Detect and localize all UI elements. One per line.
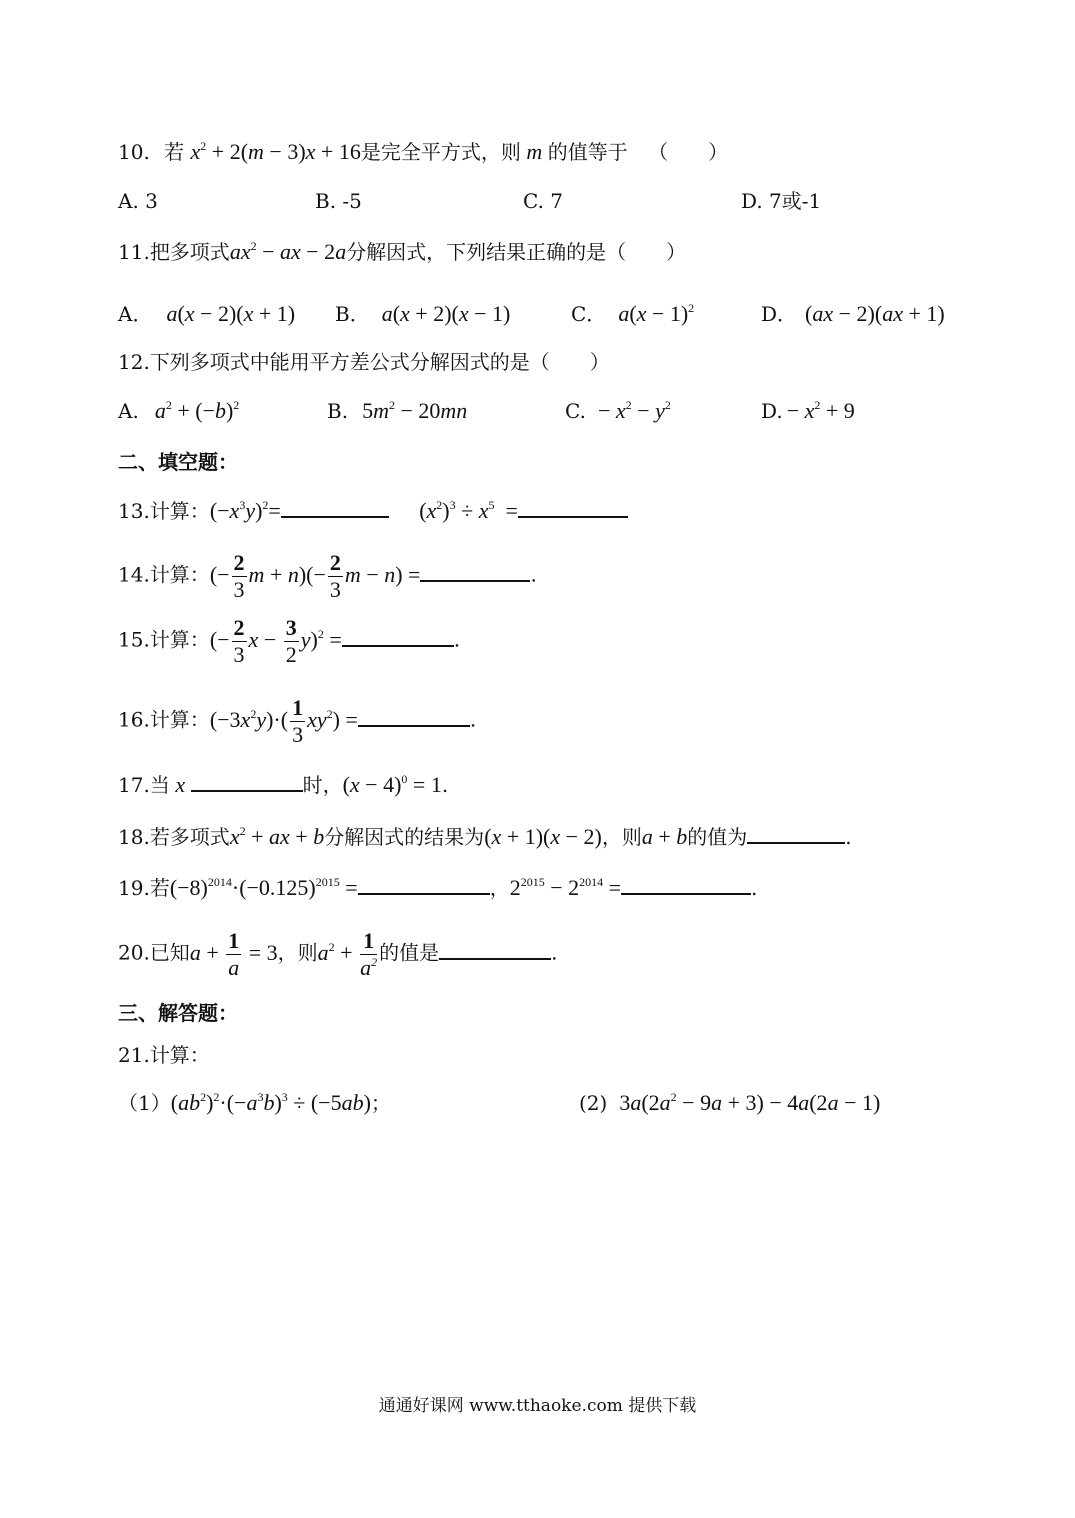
question-21-part-2: (2) $3a(2a^2 - 9a + 3) - 4a(2a - 1)$: [579, 1090, 881, 1115]
answer-blank[interactable]: [342, 625, 454, 647]
question-14: 14.计算：(− $\frac{2}{3}$ m + n)(− $\frac{2}{3}$ m − n) = .: [118, 550, 537, 602]
question-11: 11.把多项式$ax^2$ − ax − 2a分解因式，下列结果正确的是（ ）: [118, 239, 687, 264]
answer-paren: （ ）: [648, 140, 729, 164]
question-21-part-1: $(1)(ab^2)^2\cdot(-a^3b)^3 \div (-5ab)$；: [118, 1090, 391, 1115]
option-d: D． (ax − 2)(ax + 1): [761, 301, 945, 326]
answer-blank[interactable]: [358, 705, 470, 727]
option-b: B. $5m^2 - 20mn$: [327, 398, 468, 423]
question-10: 10. 若 $x^2 + 2(m - 3)x + 16$是完全平方式，则 m 的值等于 （ ）: [118, 139, 729, 164]
section-heading-fill-in: 二、填空题：: [118, 450, 238, 474]
option-b: B． a(x + 2)(x − 1): [335, 301, 511, 326]
question-number: 12.: [118, 350, 150, 374]
math-expression: $ax^2$ − ax − 2a: [229, 239, 347, 264]
option-a: A. 3: [118, 189, 158, 213]
answer-blank[interactable]: [420, 560, 530, 582]
option-a: A． a(x − 2)(x + 1): [118, 301, 296, 326]
answer-blank[interactable]: [281, 496, 389, 518]
question-18: 18.若多项式$x^2$ + ax + b分解因式的结果为(x + 1)(x − 2)，则a + b的值为 .: [118, 824, 852, 849]
question-15: 15.计算：(− $\frac{2}{3}$ x − $\frac{3}{2}$ y)$^2$ = .: [118, 615, 461, 667]
page-footer: 通通好课网 www.tthaoke.com 提供下载: [378, 1396, 697, 1416]
question-20: 20.已知a + $\frac{1}{a}$ = 3，则$a^2$ + $\frac{1}{a^2}$ 的值是 .: [118, 928, 558, 980]
question-number: 11.: [118, 240, 150, 264]
question-13: 13.计算：$(-x^3y)^2= (x^2)^3 \div x^5$ =: [118, 496, 628, 524]
option-c: C. − $x^2 - y^2$: [565, 398, 671, 423]
answer-blank[interactable]: [439, 938, 551, 960]
answer-blank[interactable]: [358, 873, 490, 895]
question-16: 16.计算：$(-3x^2y)\cdot$( $\frac{1}{3}$ $xy^2$) = .: [118, 695, 477, 747]
question-21: 21.计算：: [118, 1043, 210, 1067]
option-b: B. -5: [315, 189, 362, 213]
option-c: C． $a(x - 1)^2$: [571, 301, 695, 326]
answer-blank[interactable]: [621, 873, 751, 895]
option-c: C. 7: [523, 189, 564, 213]
option-d: D. 7或-1: [741, 189, 822, 213]
answer-blank[interactable]: [747, 822, 845, 844]
question-number: 10.: [118, 140, 150, 164]
question-19: 19.若$(-8)^{2014}\cdot(-0.125)^{2015}$ = ，$2^{2015} - 2^{2014}$ = .: [118, 875, 758, 900]
option-d: D. − $x^2 + 9$: [761, 398, 855, 423]
math-expression: $x^2 + 2(m - 3)x + 16$: [190, 139, 361, 164]
section-heading-solve: 三、解答题：: [118, 1001, 238, 1025]
question-17: 17.当 x 时，$(x - 4)^0 = 1$.: [118, 772, 449, 797]
question-12: 12.下列多项式中能用平方差公式分解因式的是（ ）: [118, 350, 610, 374]
answer-blank[interactable]: [518, 496, 628, 518]
answer-blank[interactable]: [191, 770, 303, 792]
option-a: A. $a^2 + (-b)^2$: [118, 398, 240, 423]
